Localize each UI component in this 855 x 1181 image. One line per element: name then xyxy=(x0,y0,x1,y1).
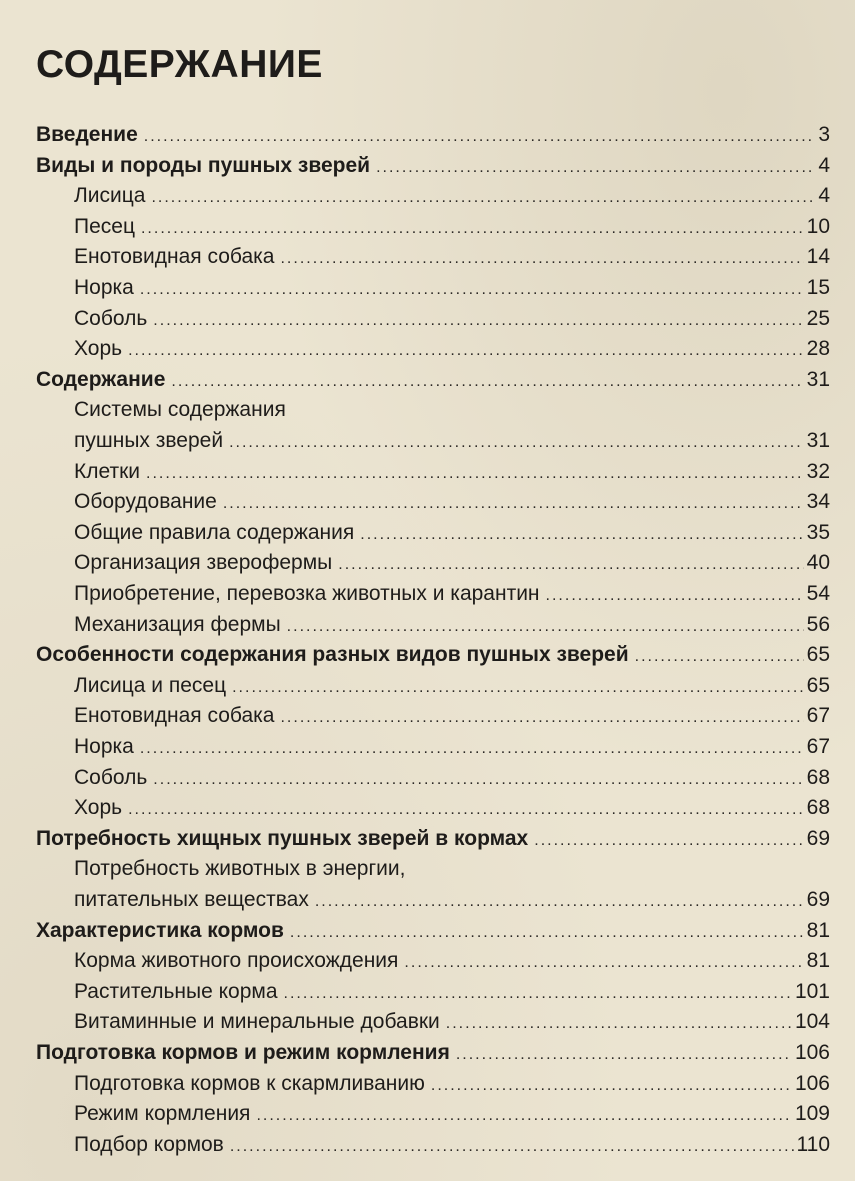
toc-entry-page-number: 101 xyxy=(794,979,830,1003)
dot-leader xyxy=(230,1132,794,1162)
dot-leader xyxy=(229,428,804,458)
toc-entry-page-number: 40 xyxy=(806,551,830,575)
toc-entry-page-number: 69 xyxy=(806,888,830,911)
toc-entry-page-number: 109 xyxy=(794,1102,830,1126)
toc-entry-page-number: 34 xyxy=(806,490,830,514)
toc-entry[interactable] xyxy=(74,242,830,272)
toc-entry[interactable] xyxy=(74,487,830,517)
toc-entry[interactable] xyxy=(74,885,830,915)
dot-leader xyxy=(446,1009,792,1039)
toc-entry[interactable] xyxy=(74,548,830,578)
toc-entry[interactable] xyxy=(74,1069,830,1099)
dot-leader xyxy=(290,918,804,948)
toc-entry[interactable] xyxy=(36,365,830,395)
toc-entry[interactable] xyxy=(74,457,830,487)
toc-entry-page-number: 4 xyxy=(818,153,830,177)
toc-entry-page-number: 25 xyxy=(806,306,830,330)
dot-leader xyxy=(153,765,803,795)
toc-entry-title: Енотовидная собака xyxy=(74,245,275,269)
toc-entry-title: Норка xyxy=(74,276,134,299)
toc-entry-title: Оборудование xyxy=(74,490,217,514)
toc-entry-page-number: 67 xyxy=(806,735,830,758)
toc-entry[interactable] xyxy=(74,426,830,456)
toc-entry[interactable] xyxy=(36,824,830,854)
toc-entry-page-number: 28 xyxy=(806,337,830,361)
dot-leader xyxy=(360,520,803,550)
toc-entry[interactable] xyxy=(74,610,830,640)
dot-leader xyxy=(534,826,803,856)
toc-entry[interactable] xyxy=(74,793,830,823)
toc-entry-title: Норка xyxy=(74,735,134,758)
toc-entry-page-number: 81 xyxy=(806,918,830,942)
toc-entry-title: Системы содержания xyxy=(74,398,286,422)
toc-entry-page-number: 31 xyxy=(806,367,830,391)
toc-entry[interactable] xyxy=(74,518,830,548)
toc-entry[interactable] xyxy=(74,763,830,793)
toc-entry[interactable] xyxy=(74,977,830,1007)
toc-entry[interactable] xyxy=(74,854,830,884)
toc-entry-title: Корма животного происхождения xyxy=(74,949,399,973)
dot-leader xyxy=(280,244,803,274)
toc-entry-page-number: 3 xyxy=(818,123,830,146)
dot-leader xyxy=(404,948,803,978)
toc-entry-title: Лисица xyxy=(74,184,146,208)
dot-leader xyxy=(431,1071,792,1101)
dot-leader xyxy=(546,581,804,611)
toc-entry-title: Подбор кормов xyxy=(74,1132,224,1156)
page-title: СОДЕРЖАНИЕ xyxy=(36,43,323,86)
toc-entry-page-number: 54 xyxy=(806,582,830,605)
toc-entry-title: Общие правила содержания xyxy=(74,520,355,544)
toc-entry-title: Растительные корма xyxy=(74,979,278,1003)
toc-entry-title: Потребность хищных пушных зверей в кормах xyxy=(36,826,529,850)
toc-entry-title: Лисица и песец xyxy=(74,673,227,697)
toc-entry-title: Енотовидная собака xyxy=(74,704,275,728)
toc-entry[interactable] xyxy=(74,273,830,303)
toc-entry-page-number: 68 xyxy=(806,796,830,820)
toc-entry[interactable] xyxy=(74,181,830,211)
toc-entry-title: Хорь xyxy=(74,796,123,820)
toc-entry[interactable] xyxy=(36,916,830,946)
toc-entry[interactable] xyxy=(36,640,830,670)
toc-entry-title: Приобретение, перевозка животных и карантин xyxy=(74,582,540,605)
toc-entry[interactable] xyxy=(74,212,830,242)
toc-entry[interactable] xyxy=(74,1130,830,1160)
dot-leader xyxy=(376,153,815,183)
toc-entry-title: Введение xyxy=(36,123,138,146)
toc-entry-page-number: 35 xyxy=(806,520,830,544)
toc-entry[interactable] xyxy=(74,304,830,334)
toc-entry-title: Подготовка кормов и режим кормления xyxy=(36,1041,450,1064)
toc-entry-page-number: 68 xyxy=(806,765,830,789)
toc-entry-page-number: 32 xyxy=(806,459,830,483)
toc-entry[interactable] xyxy=(36,151,830,181)
toc-entry-title: Соболь xyxy=(74,765,148,789)
dot-leader xyxy=(153,306,803,336)
dot-leader xyxy=(223,489,804,519)
dot-leader xyxy=(128,795,804,825)
dot-leader xyxy=(128,336,804,366)
dot-leader xyxy=(315,887,804,917)
toc-entry-page-number: 69 xyxy=(806,826,830,850)
toc-entry[interactable] xyxy=(74,946,830,976)
toc-entry-title: Потребность животных в энергии, xyxy=(74,857,406,881)
dot-leader xyxy=(635,642,804,672)
toc-entry-title: Организация зверофермы xyxy=(74,551,333,575)
dot-leader xyxy=(287,612,804,642)
toc-entry[interactable] xyxy=(74,701,830,731)
toc-entry[interactable] xyxy=(74,395,830,425)
toc-entry-title: пушных зверей xyxy=(74,429,224,452)
toc-entry-title: Механизация фермы xyxy=(74,612,281,636)
toc-entry-title: Характеристика кормов xyxy=(36,918,284,942)
dot-leader xyxy=(141,214,804,244)
toc-entry-title: Содержание xyxy=(36,367,166,391)
toc-entry-page-number: 65 xyxy=(806,673,830,697)
toc-entry-page-number: 31 xyxy=(806,429,830,452)
toc-entry-page-number: 104 xyxy=(794,1010,830,1034)
toc-entry-title: Режим кормления xyxy=(74,1102,251,1126)
dot-leader xyxy=(140,275,804,305)
toc-entry-page-number: 81 xyxy=(806,949,830,973)
toc-entry-page-number: 110 xyxy=(796,1132,830,1156)
dot-leader xyxy=(256,1101,792,1131)
toc-entry-page-number: 10 xyxy=(806,214,830,238)
dot-leader xyxy=(280,703,803,733)
dot-leader xyxy=(171,367,803,397)
toc-entry-title: Песец xyxy=(74,214,135,238)
toc-entry-page-number: 56 xyxy=(806,612,830,636)
dot-leader xyxy=(151,183,815,213)
dot-leader xyxy=(144,122,816,152)
toc-entry-page-number: 4 xyxy=(818,184,830,208)
dot-leader xyxy=(456,1040,792,1070)
dot-leader xyxy=(284,979,792,1009)
toc-entry-page-number: 15 xyxy=(806,276,830,299)
toc-entry-title: Виды и породы пушных зверей xyxy=(36,153,371,177)
toc-entry-title: Хорь xyxy=(74,337,123,361)
toc-entry-page-number: 106 xyxy=(794,1071,830,1095)
toc-entry[interactable] xyxy=(74,671,830,701)
toc-entry-title: питательных веществах xyxy=(74,888,309,911)
toc-entry-title: Соболь xyxy=(74,306,148,330)
toc-entry[interactable] xyxy=(74,1007,830,1037)
toc-entry-title: Клетки xyxy=(74,459,141,483)
toc-entry-page-number: 106 xyxy=(794,1041,830,1064)
dot-leader xyxy=(146,459,804,489)
toc-entry-page-number: 67 xyxy=(806,704,830,728)
dot-leader xyxy=(338,550,803,580)
toc-entry-page-number: 65 xyxy=(806,643,830,667)
toc-entry[interactable] xyxy=(74,334,830,364)
toc-entry-title: Подготовка кормов к скармливанию xyxy=(74,1071,425,1095)
toc-entry-page-number: 14 xyxy=(806,245,830,269)
dot-leader xyxy=(140,734,804,764)
toc-entry-title: Особенности содержания разных видов пушных зверей xyxy=(36,643,629,667)
dot-leader xyxy=(232,673,804,703)
toc-entry[interactable] xyxy=(74,732,830,762)
toc-entry[interactable] xyxy=(36,120,830,150)
toc-entry[interactable] xyxy=(36,1038,830,1068)
toc-entry-title: Витаминные и минеральные добавки xyxy=(74,1010,440,1034)
toc-entry[interactable] xyxy=(74,1099,830,1129)
toc-entry[interactable] xyxy=(74,579,830,609)
